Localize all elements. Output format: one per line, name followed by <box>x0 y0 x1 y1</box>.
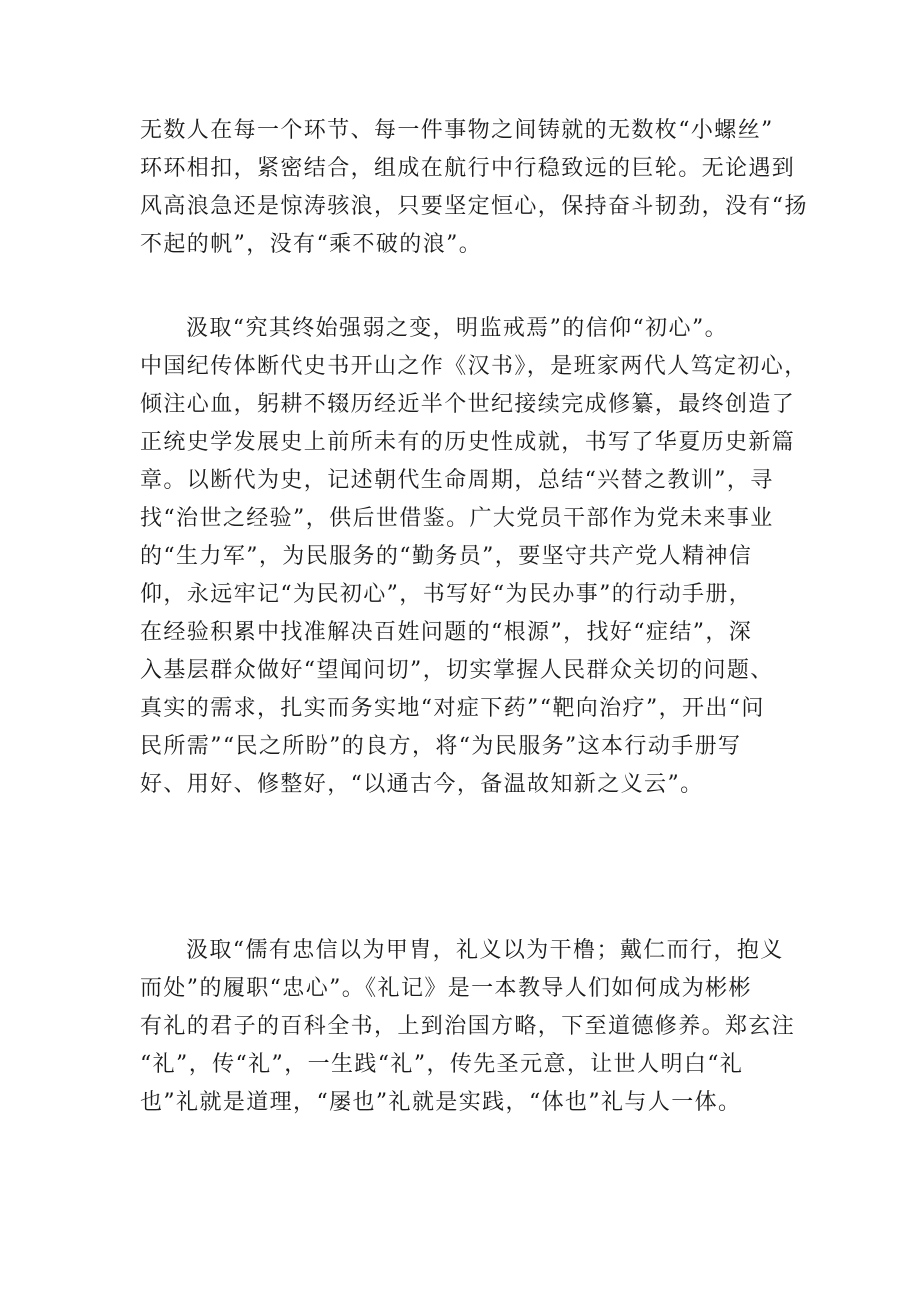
text-line: 中国纪传体断代史书开山之作《汉书》，是班家两代人笃定初心， <box>140 354 808 379</box>
text-line: 入基层群众做好“望闻问切”，切实掌握人民群众关切的问题、 <box>140 658 774 683</box>
text-line: 而处”的履职“忠心”。《礼记》是一本教导人们如何成为彬彬 <box>140 976 752 1001</box>
text-line: 有礼的君子的百科全书，上到治国方略，下至道德修养。郑玄注 <box>140 1014 796 1039</box>
text-line: 风高浪急还是惊涛骇浪，只要坚定恒心，保持奋斗韧劲，没有“扬 <box>140 194 808 219</box>
text-line: 真实的需求，扎实而务实地“对症下药”“靶向治疗”，开出“问 <box>140 696 765 721</box>
text-line: 好、用好、修整好，“以通古今，备温故知新之义云”。 <box>140 772 704 797</box>
text-line: 汲取“儒有忠信以为甲胄，礼义以为干橹；戴仁而行，抱义 <box>186 938 784 963</box>
text-line: 章。以断代为史，记述朝代生命周期，总结“兴替之教训”，寻 <box>140 468 774 493</box>
text-line: 正统史学发展史上前所未有的历史性成就，书写了华夏历史新篇 <box>140 430 796 455</box>
paragraph-han-shu <box>140 310 808 804</box>
text-line: 环环相扣，紧密结合，组成在航行中行稳致远的巨轮。无论遇到 <box>140 156 796 181</box>
paragraph-li-ji <box>140 932 800 1122</box>
text-line: 找“治世之经验”，供后世借鉴。广大党员干部作为党未来事业 <box>140 506 774 531</box>
text-line: 的“生力军”，为民服务的“勤务员”，要坚守共产党人精神信 <box>140 544 753 569</box>
text-line: 倾注心血，躬耕不辍历经近半个世纪接续完成修纂，最终创造了 <box>140 392 796 417</box>
text-line: 无数人在每一个环节、每一件事物之间铸就的无数枚“小螺丝” <box>140 118 774 143</box>
text-line: 仰，永远牢记“为民初心”，书写好“为民办事”的行动手册， <box>140 582 753 607</box>
text-line: “礼”，传“礼”，一生践“礼”，传先圣元意，让世人明白“礼 <box>140 1052 744 1077</box>
paragraph-continuation <box>140 112 808 264</box>
text-line: 不起的帆”，没有“乘不破的浪”。 <box>140 232 483 257</box>
text-line: 也”礼就是道理，“屡也”礼就是实践，“体也”礼与人一体。 <box>140 1090 742 1115</box>
text-line: 在经验积累中找准解决百姓问题的“根源”，找好“症结”，深 <box>140 620 753 645</box>
text-line: 民所需”“民之所盼”的良方，将“为民服务”这本行动手册写 <box>140 734 742 759</box>
text-line: 汲取“究其终始强弱之变，明监戒焉”的信仰“初心”。 <box>186 316 728 341</box>
